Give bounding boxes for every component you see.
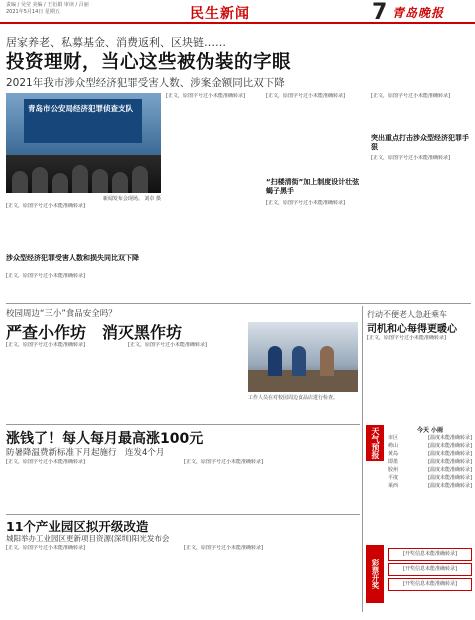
section-divider — [6, 303, 471, 304]
body-text: [正文，原图字号过小未能准确转录] — [6, 203, 85, 209]
story5-body-b — [184, 545, 360, 613]
story4-body-b — [184, 459, 360, 511]
lottery-item: [开奖信息未能准确转录] — [388, 548, 472, 561]
story5-subhead: 城阳举办工业园区更新项目资源(深圳)阳光发布会 — [6, 534, 170, 543]
lottery-item: [开奖信息未能准确转录] — [388, 578, 472, 591]
photo-caption: 新闻发布会现场。 刘卓 摄 — [102, 196, 161, 202]
story3-kicker: 行动不便老人急赶乘车 — [367, 310, 447, 319]
story3-headline: 司机和心每得更暖心 — [367, 324, 457, 335]
body-text: [正文，原图字号过小未能准确转录] — [371, 155, 450, 161]
weather-row — [388, 466, 472, 474]
section-divider — [6, 514, 360, 515]
story5-body-a — [6, 545, 178, 613]
lead-body-col3b — [266, 200, 361, 301]
weather-city: 市区 — [388, 435, 399, 441]
weather-row — [388, 482, 472, 490]
lead-subtitle-2: “扫楼清街”加上制度设计壮弦蝎子黑手 — [266, 178, 360, 195]
press-conference-photo — [6, 93, 161, 193]
story4-body-a — [6, 459, 178, 511]
story4-subhead: 防暑降温费新标准下月起施行 连发4个月 — [6, 448, 165, 458]
photo-inspector — [268, 346, 282, 376]
story2-kicker: 校园周边“三小”食品安全吗？ — [6, 309, 117, 319]
story2-body-a — [6, 342, 124, 422]
body-text: [正文，原图字号过小未能准确转录] — [128, 342, 207, 348]
body-text: [正文，原图字号过小未能准确转录] — [6, 545, 85, 551]
section-divider — [6, 424, 360, 425]
lead-body-col1 — [6, 203, 161, 253]
weather-temp: [温度未能准确转录] — [428, 483, 472, 489]
body-text: [正文，原图字号过小未能准确转录] — [266, 200, 345, 206]
brand-logo: 青岛晚报 — [392, 6, 445, 20]
body-text: [正文，原图字号过小未能准确转录] — [6, 273, 85, 279]
weather-city: 平度 — [388, 475, 399, 481]
weather-table — [388, 434, 472, 490]
weather-city: 莱西 — [388, 483, 399, 489]
story2-headline: 严查小作坊 消灭黑作坊 — [6, 323, 183, 342]
body-text: [正文，原图字号过小未能准确转录] — [266, 93, 345, 99]
lead-body-col3 — [266, 93, 361, 143]
editor-credits: 责编 / 吴莹 美编 / 王衍娟 审读 / 吕丽 — [6, 2, 89, 8]
section-title: 民生新闻 — [190, 6, 250, 22]
weather-city: 黄岛 — [388, 451, 399, 457]
issue-date: 2021年5月14日 星期五 — [6, 9, 60, 15]
weather-temp: [温度未能准确转录] — [428, 443, 472, 449]
weather-temp: [温度未能准确转录] — [428, 459, 472, 465]
photo-shopkeeper — [320, 346, 334, 376]
body-text: [正文，原图字号过小未能准确转录] — [367, 335, 446, 341]
food-inspection-photo — [248, 322, 358, 392]
photo-audience — [6, 155, 161, 193]
lead-body-col1b — [6, 273, 161, 301]
lottery-tag: 彩票开奖 — [366, 545, 384, 603]
body-text: [正文，原图字号过小未能准确转录] — [6, 459, 85, 465]
weather-row — [388, 442, 472, 450]
story2-photo-caption: 工作人员在对校园周边食品店进行检查。 — [248, 395, 339, 401]
lead-body-col4 — [371, 93, 471, 135]
lead-kicker: 居家养老、私募基金、消费返利、区块链…… — [6, 36, 226, 49]
lead-body-col4b — [371, 155, 471, 301]
weather-title: 今天 小雨 — [416, 427, 444, 434]
story5-headline: 11个产业园区拟开级改造 — [6, 519, 149, 534]
page-header — [0, 0, 475, 24]
body-text: [正文，原图字号过小未能准确转录] — [166, 93, 245, 99]
photo-banner: 青岛市公安局经济犯罪侦查支队 — [24, 99, 142, 143]
lead-subtitle-1: 涉众型经济犯罪受害人数和损失同比双下降 — [6, 254, 139, 262]
weather-city: 崂山 — [388, 443, 399, 449]
body-text: [正文，原图字号过小未能准确转录] — [184, 459, 263, 465]
story3-body — [367, 335, 471, 421]
lottery-results — [388, 548, 472, 593]
story4-headline: 涨钱了！每人每月最高涨100元 — [6, 431, 204, 447]
weather-tag: 天气预报 — [366, 425, 384, 461]
body-text: [正文，原图字号过小未能准确转录] — [371, 93, 450, 99]
lottery-item: [开奖信息未能准确转录] — [388, 563, 472, 576]
lead-headline: 投资理财，当心这些被伪装的字眼 — [6, 52, 292, 73]
weather-row — [388, 450, 472, 458]
photo-inspector — [292, 346, 306, 376]
page-number: 7 — [372, 0, 388, 25]
weather-temp: [温度未能准确转录] — [428, 451, 472, 457]
weather-row — [388, 434, 472, 442]
body-text: [正文，原图字号过小未能准确转录] — [184, 545, 263, 551]
editor-meta — [6, 2, 116, 16]
weather-city: 即墨 — [388, 459, 399, 465]
lead-body-col2 — [166, 93, 261, 301]
column-divider — [362, 306, 363, 612]
weather-temp: [温度未能准确转录] — [428, 475, 472, 481]
body-text: [正文，原图字号过小未能准确转录] — [6, 342, 85, 348]
lead-subhead: 2021年我市涉众型经济犯罪受害人数、涉案金额同比双下降 — [6, 77, 285, 89]
weather-temp: [温度未能准确转录] — [428, 467, 472, 473]
lead-subtitle-3: 突出重点打击涉众型经济犯罪手狠 — [371, 134, 469, 151]
weather-row — [388, 474, 472, 482]
story2-body-b — [128, 342, 243, 422]
weather-city: 胶州 — [388, 467, 399, 473]
weather-temp: [温度未能准确转录] — [428, 435, 472, 441]
weather-row — [388, 458, 472, 466]
